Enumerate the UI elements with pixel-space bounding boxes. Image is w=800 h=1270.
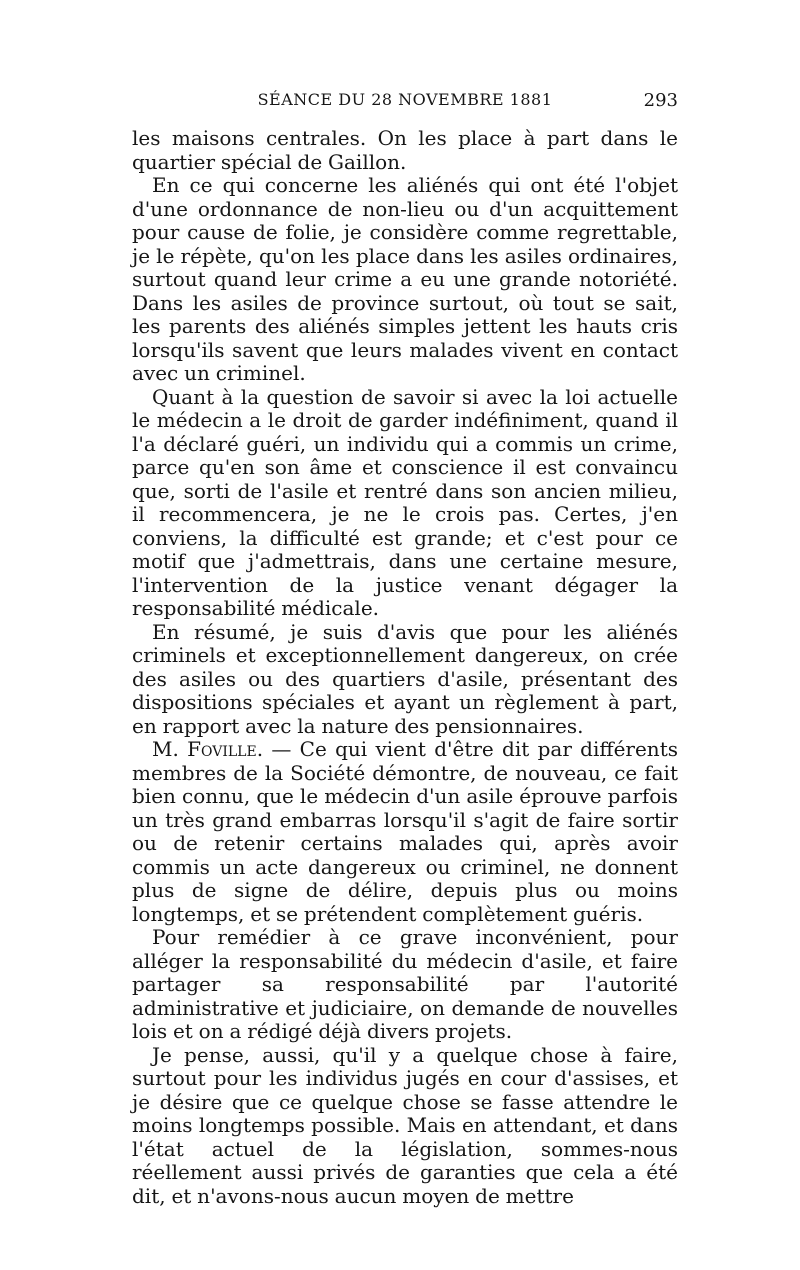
paragraph-aliens-non-lieu: En ce qui concerne les aliénés qui ont été l'objet d'une ordonnance de non-lieu ou d'un acquittement pour cause de folie, je considère comme regrettable, je le répète, qu'on les place dans les asiles ordinaires, surtout quand leur crime a eu une grande notoriété. Dans les asiles de province surtout, où tout se sait, les parents des aliénés simples jettent les hauts cris lorsqu'ils savent que leurs malades vivent en contact avec un criminel. [132,173,678,385]
running-header [132,90,678,116]
paragraph-foville [132,738,678,926]
paragraph-continuation: les maisons centrales. On les place à part dans le quartier spécial de Gaillon. [132,126,678,174]
paragraph-foville-text: — Ce qui vient d'être dit par différents membres de la Société démontre, de nouveau, ce fait bien connu, que le médecin d'un asile éprouve parfois un très grand embarras lorsqu'il s'agit de faire sortir ou de retenir certains malades qui, après avoir commis un acte dangereux ou criminel, ne donnent plus de signe de délire, depuis plus ou moins longtemps, et se prétendent complètement guéris. [132,737,678,926]
speaker-name: M. Foville. [152,737,264,761]
running-title: SÉANCE DU 28 NOVEMBRE 1881 [257,90,553,109]
paragraph-remedier: Pour remédier à ce grave inconvénient, pour alléger la responsabilité du médecin d'asile, et faire partager sa responsabilité par l'autorité administrative et judiciaire, on demande de nouvelles lois et on a rédigé déjà divers projets. [132,925,678,1043]
body-text [132,127,678,1208]
paragraph-resume: En résumé, je suis d'avis que pour les aliénés criminels et exceptionnellement dangereux, on crée des asiles ou des quartiers d'asile, présentant des dispositions spéciales et ayant un règlement à part, en rapport avec la nature des pensionnaires. [132,619,678,738]
paragraph-je-pense: Je pense, aussi, qu'il y a quelque chose à faire, surtout pour les individus jugés en cour d'assises, et je désire que ce quelque chose se fasse attendre le moins longtemps possible. Mais en attendant, et dans l'état actuel de la législation, sommes-nous réellement aussi privés de garanties que cela a été dit, et n'avons-nous aucun moyen de mettre [132,1042,678,1208]
paragraph-question-droit: Quant à la question de savoir si avec la loi actuelle le médecin a le droit de garder indéfiniment, quand il l'a déclaré guéri, un individu qui a commis un crime, parce qu'en son âme et conscience il est convaincu que, sorti de l'asile et rentré dans son ancien milieu, il recommencera, je ne le crois pas. Certes, j'en conviens, la difficulté est grande; et c'est pour ce motif que j'admettrais, dans une certaine mesure, l'intervention de la justice venant dégager la responsabilité médicale. [132,384,678,620]
page-number: 293 [643,90,678,111]
